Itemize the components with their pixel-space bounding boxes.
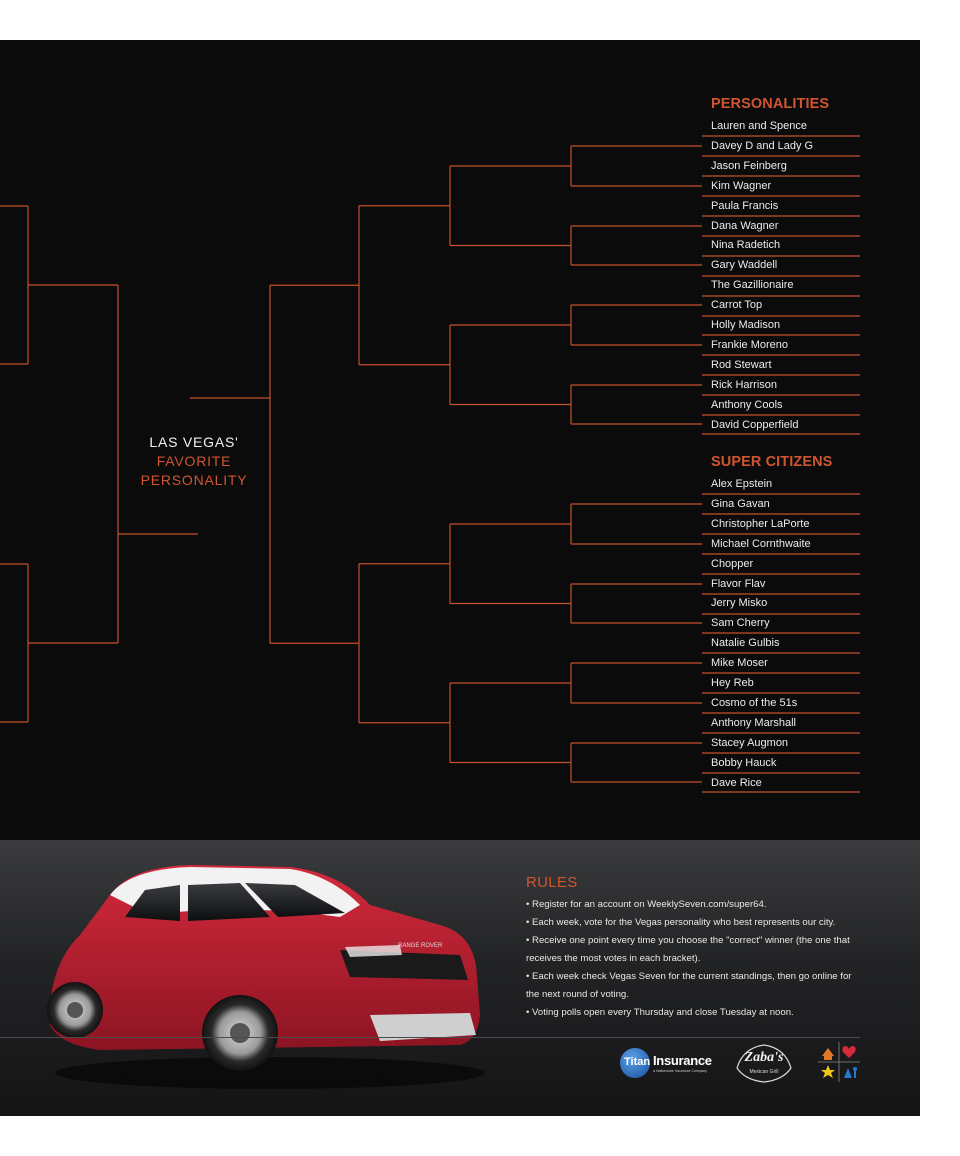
people-icon [844,1067,857,1078]
personalities-entry: Nina Radetich [711,239,781,252]
rule-line: • Register for an account on WeeklySeven.com/super64. [526,899,767,910]
super-citizens-entry: Alex Epstein [711,478,773,490]
car-image [40,855,490,1095]
house-icon [822,1048,834,1060]
super-citizens-entry: Chopper [711,557,754,570]
rule-line: • Voting polls open every Thursday and close Tuesday at noon. [526,1007,794,1018]
insurance-logo-text: Insurance [653,1053,712,1068]
center-title-line2: FAVORITE [156,453,232,469]
super-citizens-entry: Flavor Flav [711,577,766,590]
super-citizens-entry: Jerry Misko [711,597,768,610]
rule-line: • Each week check Vegas Seven for the current standings, then go online for [526,971,852,982]
heart-icon [842,1046,855,1058]
super-citizens-heading: SUPER CITIZENS [711,454,833,470]
super-citizens-entry: Christopher LaPorte [711,517,810,530]
super-citizens-entry: Cosmo of the 51s [711,696,798,709]
titan-logo-subtext: a Nationwide Insurance Company [653,1069,707,1073]
center-title-line3: PERSONALITY [140,472,248,488]
star-icon [821,1065,835,1078]
zabas-logo [733,1040,795,1084]
super-citizens-entry: Michael Cornthwaite [711,537,811,550]
rule-line: the next round of voting. [526,989,629,1000]
super-citizens-entry: Anthony Marshall [711,716,796,729]
car-plate-text: RANGE ROVER [398,943,443,949]
personalities-entry: Jason Feinberg [711,159,787,172]
personalities-entry: Carrot Top [711,299,763,312]
icon-grid-logo [818,1042,860,1082]
super-citizens-entry: Sam Cherry [711,617,770,630]
personalities-entry: Anthony Cools [711,398,783,411]
super-citizens-entry: Mike Moser [711,657,768,670]
personalities-entry: The Gazillionaire [711,279,794,292]
zabas-logo-text: Zaba's [744,1050,784,1065]
personalities-entry: Rick Harrison [711,378,778,391]
personalities-entry: Lauren and Spence [711,120,808,132]
super-citizens-entry: Gina Gavan [711,497,770,510]
super-citizens-entry: Stacey Augmon [711,736,789,749]
personalities-entry: Paula Francis [711,199,779,212]
personalities-entry: Frankie Moreno [711,338,789,351]
rules-title: RULES [526,874,578,891]
rule-line: receives the most votes in each bracket). [526,953,701,964]
center-title-line1: LAS VEGAS' [149,434,239,450]
super-citizens-entry: Hey Reb [711,677,754,689]
personalities-entry: Davey D and Lady G [711,139,814,152]
titan-logo-text: Titan [624,1056,651,1068]
personalities-entry: Gary Waddell [711,259,778,272]
personalities-heading: PERSONALITIES [711,96,830,112]
footer-divider [0,1037,860,1038]
rule-line: • Each week, vote for the Vegas personality who best represents our city. [526,917,836,928]
personalities-entry: Holly Madison [711,319,781,331]
titan-insurance-logo [620,1045,720,1077]
rule-line: • Receive one point every time you choose the "correct" winner (the one that [526,935,850,946]
super-citizens-entry: Dave Rice [711,776,762,789]
center-title [136,434,252,488]
super-citizens-entry: Natalie Gulbis [711,637,780,650]
personalities-entry: David Copperfield [711,418,799,431]
super-citizens-entry: Bobby Hauck [711,756,777,769]
personalities-entry: Kim Wagner [711,179,772,192]
personalities-entry: Dana Wagner [711,219,779,232]
zabas-logo-subtext: Mexican Grill [749,1069,779,1075]
personalities-entry: Rod Stewart [711,358,772,371]
